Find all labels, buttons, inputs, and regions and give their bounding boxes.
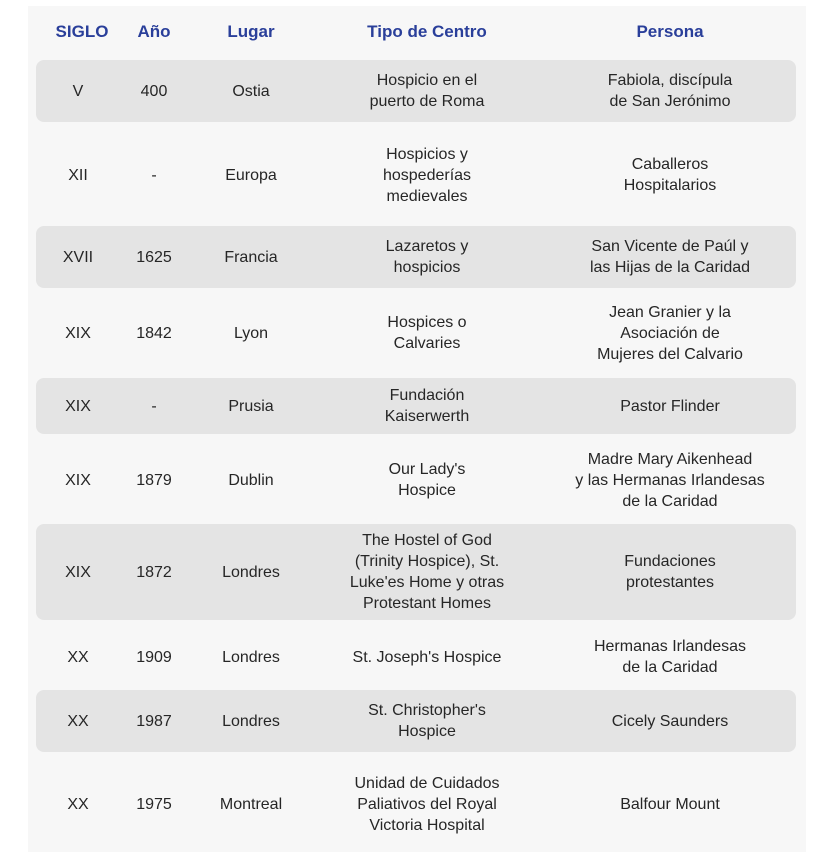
cell-lugar: Montreal [219, 795, 283, 813]
cell-ano: 400 [140, 82, 168, 100]
cell-siglo: V [72, 82, 84, 100]
header-siglo: SIGLO [55, 22, 109, 41]
cell-siglo: XII [68, 166, 88, 184]
cell-lugar: Londres [222, 648, 280, 666]
cell-persona: Caballeros Hospitalarios [623, 156, 717, 194]
cell-siglo: XX [67, 795, 89, 813]
cell-lugar: Prusia [228, 397, 274, 415]
cell-siglo: XIX [65, 324, 91, 342]
cell-ano: - [151, 166, 157, 184]
cell-lugar: Dublin [228, 471, 274, 489]
table-row [36, 226, 796, 288]
cell-siglo: XVII [62, 248, 94, 266]
cell-tipo: Hospicios y hospederías medievales [382, 145, 472, 205]
header-lugar: Lugar [227, 22, 275, 41]
cell-persona: Fundaciones protestantes [624, 553, 716, 591]
cell-siglo: XIX [65, 397, 91, 415]
cell-tipo: St. Christopher's Hospice [368, 702, 486, 740]
table-row [36, 626, 796, 688]
cell-persona: Pastor Flinder [620, 397, 720, 415]
header-tipo-de-centro: Tipo de Centro [367, 22, 487, 41]
table-row [36, 292, 796, 374]
cell-persona: Fabiola, discípula de San Jerónimo [607, 72, 733, 110]
table-row [36, 690, 796, 752]
table-row [36, 524, 796, 620]
table-row [36, 378, 796, 434]
cell-ano: 1975 [136, 795, 172, 813]
header-persona: Persona [636, 22, 704, 41]
table-header [28, 12, 806, 52]
cell-siglo: XIX [65, 563, 91, 581]
cell-ano: - [151, 397, 157, 415]
cell-lugar: Francia [224, 248, 278, 266]
cell-lugar: Londres [222, 563, 280, 581]
cell-persona: Jean Granier y la Asociación de Mujeres del Calvario [597, 303, 743, 363]
cell-lugar: Londres [222, 712, 280, 730]
table-row [36, 126, 796, 224]
cell-siglo: XIX [65, 471, 91, 489]
cell-tipo: Lazaretos y hospicios [385, 238, 469, 276]
cell-ano: 1842 [136, 324, 172, 342]
cell-ano: 1987 [136, 712, 172, 730]
cell-tipo: Hospicio en el puerto de Roma [369, 72, 485, 110]
cell-tipo: The Hostel of God (Trinity Hospice), St. Luke'es Home y otras Protestant Homes [349, 532, 505, 612]
cell-persona: San Vicente de Paúl y las Hijas de la Caridad [589, 238, 751, 276]
cell-persona: Cicely Saunders [611, 712, 729, 730]
cell-lugar: Europa [225, 166, 277, 184]
cell-tipo: Unidad de Cuidados Paliativos del Royal Victoria Hospital [354, 774, 500, 834]
cell-lugar: Lyon [233, 324, 269, 342]
cell-tipo: Our Lady's Hospice [388, 461, 466, 499]
cell-persona: Hermanas Irlandesas de la Caridad [593, 638, 747, 676]
cell-lugar: Ostia [232, 82, 270, 100]
cell-tipo: Fundación Kaiserwerth [384, 387, 470, 425]
cell-ano: 1625 [136, 248, 172, 266]
cell-tipo: Hospices o Calvaries [387, 314, 467, 352]
cell-persona: Madre Mary Aikenhead y las Hermanas Irlandesas de la Caridad [575, 450, 765, 510]
cell-siglo: XX [67, 712, 89, 730]
cell-siglo: XX [67, 648, 89, 666]
table-row [36, 438, 796, 522]
table-row [36, 60, 796, 122]
table-row [36, 758, 796, 850]
header-ano: Año [137, 22, 171, 41]
cell-ano: 1872 [136, 563, 172, 581]
cell-ano: 1909 [136, 648, 172, 666]
cell-tipo: St. Joseph's Hospice [352, 648, 502, 666]
cell-persona: Balfour Mount [620, 795, 720, 813]
cell-ano: 1879 [136, 471, 172, 489]
